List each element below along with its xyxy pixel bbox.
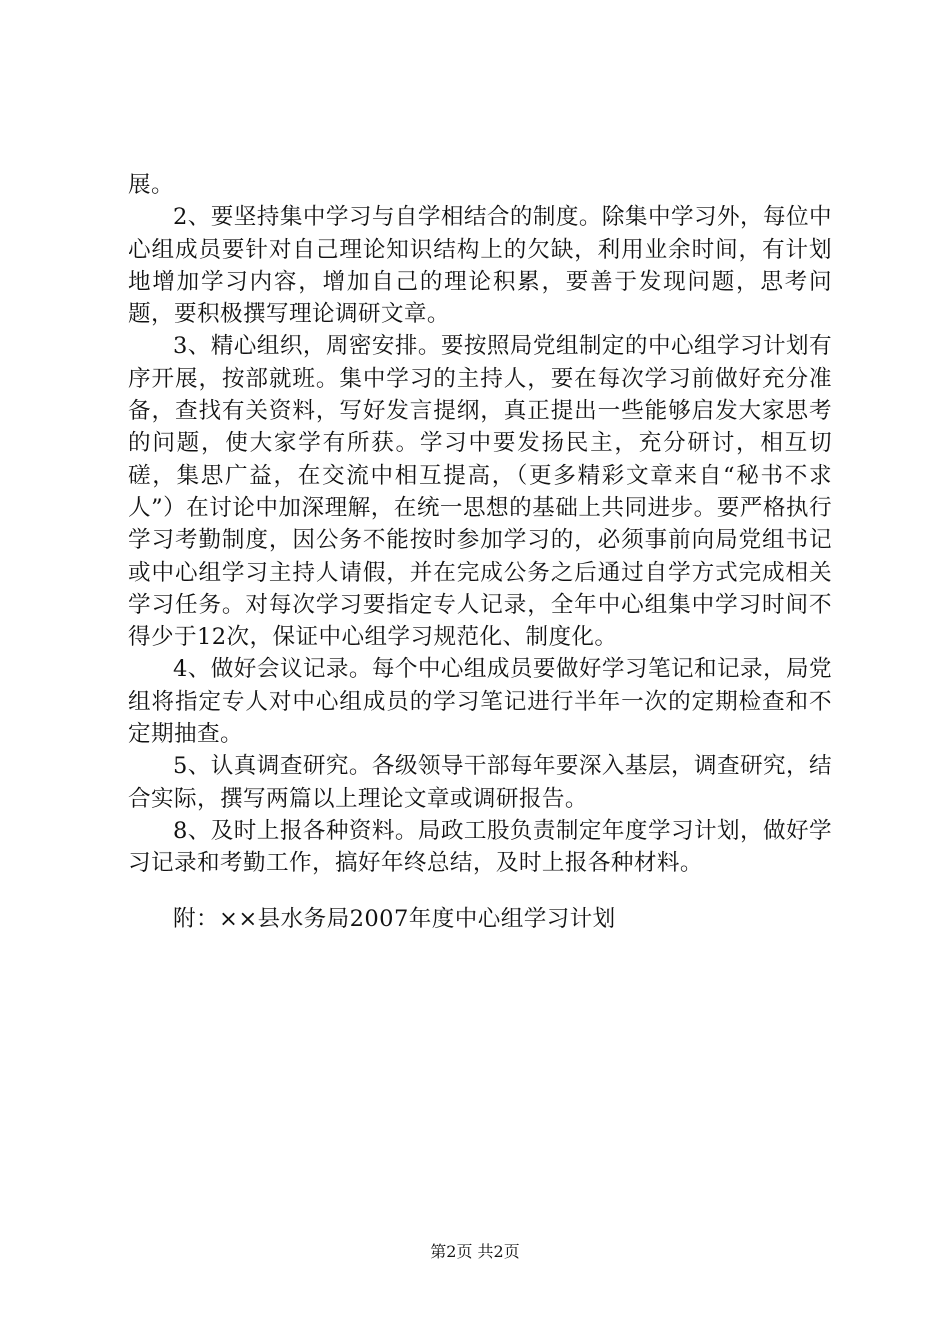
paragraph-item-3: 3、精心组织，周密安排。要按照局党组制定的中心组学习计划有序开展，按部就班。集中学习的主持人，要在每次学习前做好充分准备，查找有关资料，写好发言提纲，真正提出一些能够启发大家思考的问题，使大家学有所获。学习中要发扬民主，充分研讨，相互切磋，集思广益，在交流中相互提高，（更多精彩文章来自“秘书不求人”）在讨论中加深理解，在统一思想的基础上共同进步。要严格执行学习考勤制度，因公务不能按时参加学习的，必须事前向局党组书记或中心组学习主持人请假，并在完成公务之后通过自学方式完成相关学习任务。对每次学习要指定专人记录，全年中心组集中学习时间不得少于12次，保证中心组学习规范化、制度化。 (128, 333, 832, 651)
appendix-line: 附：××县水务局2007年度中心组学习计划 (173, 906, 616, 932)
document-body (128, 169, 832, 880)
paragraph-continuation: 展。 (128, 172, 174, 198)
page-footer: 第2页 共2页 (430, 1242, 520, 1261)
paragraph-item-4: 4、做好会议记录。每个中心组成员要做好学习笔记和记录，局党组将指定专人对中心组成员的学习笔记进行半年一次的定期检查和不定期抽查。 (128, 656, 832, 748)
paragraph-item-5: 5、认真调查研究。各级领导干部每年要深入基层，调查研究，结合实际，撰写两篇以上理论文章或调研报告。 (128, 753, 832, 812)
paragraph-item-8: 8、及时上报各种资料。局政工股负责制定年度学习计划，做好学习记录和考勤工作，搞好年终总结，及时上报各种材料。 (128, 817, 832, 877)
paragraph-item-2: 2、要坚持集中学习与自学相结合的制度。除集中学习外，每位中心组成员要针对自己理论知识结构上的欠缺，利用业余时间，有计划地增加学习内容，增加自己的理论积累，要善于发现问题，思考问题，要积极撰写理论调研文章。 (128, 204, 832, 328)
